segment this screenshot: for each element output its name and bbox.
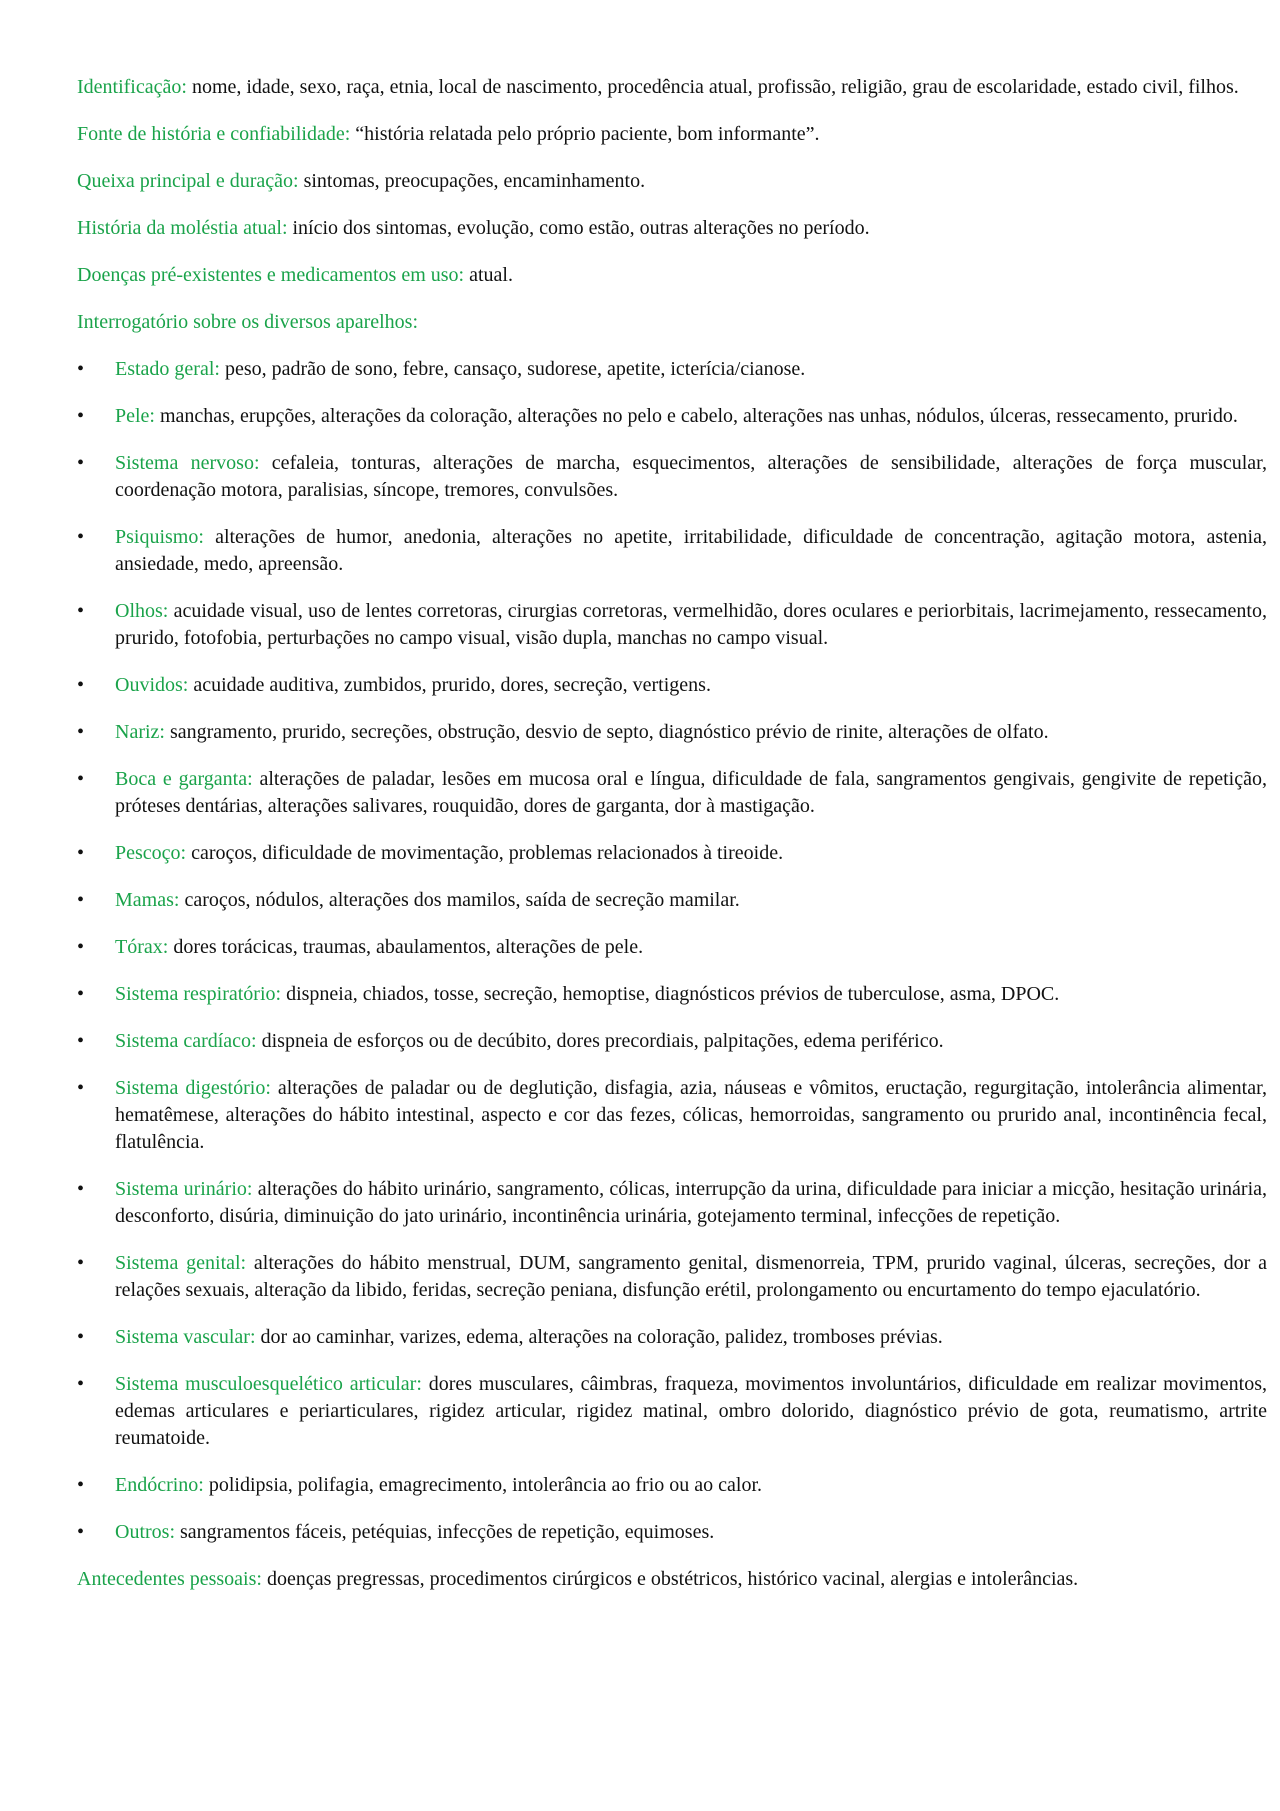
- bullet-icon: •: [77, 842, 85, 864]
- bullet-icon: •: [77, 674, 85, 696]
- paragraph-text: início dos sintomas, evolução, como estão, outras alterações no período.: [287, 217, 870, 239]
- item-label: Sistema respiratório:: [115, 983, 282, 1005]
- paragraph-label: Doenças pré-existentes e medicamentos em uso:: [77, 264, 465, 286]
- paragraph-queixa-principal-e-duracao: [77, 168, 1267, 195]
- intro-section: [77, 74, 1267, 336]
- list-item-sistema-respiratorio: [77, 981, 1267, 1008]
- bullet-icon: •: [77, 1326, 85, 1348]
- list-item-sistema-musculoesqueletico-articular: [77, 1371, 1267, 1452]
- item-label: Tórax:: [115, 936, 169, 958]
- list-item-mamas: [77, 887, 1267, 914]
- bullet-icon: •: [77, 721, 85, 743]
- paragraph-text: nome, idade, sexo, raça, etnia, local de nascimento, procedência atual, profissão, religião, grau de escolaridade, estado civil, filhos.: [186, 76, 1239, 98]
- paragraph-identificacao: [77, 74, 1267, 101]
- item-label: Outros:: [115, 1521, 175, 1543]
- paragraph-historia-da-molestia-atual: [77, 215, 1267, 242]
- bullet-icon: •: [77, 983, 85, 1005]
- list-item-sistema-vascular: [77, 1324, 1267, 1351]
- paragraph-text: sintomas, preocupações, encaminhamento.: [298, 170, 646, 192]
- paragraph-text: doenças pregressas, procedimentos cirúrgicos e obstétricos, histórico vacinal, alergias e intolerâncias.: [261, 1568, 1079, 1590]
- bullet-icon: •: [77, 1373, 85, 1395]
- item-text: dispneia de esforços ou de decúbito, dores precordiais, palpitações, edema periférico.: [256, 1030, 944, 1052]
- paragraph-doencas-pre-existentes-e-medicamentos-em-uso: [77, 262, 1267, 289]
- item-text: alterações do hábito urinário, sangramento, cólicas, interrupção da urina, dificuldade para iniciar a micção, hesitação urinária, desconforto, disúria, diminuição do jato urinário, incontinência urinária, gotejamento terminal, infecções de repetição.: [115, 1178, 1267, 1227]
- item-text: alterações de paladar, lesões em mucosa oral e língua, dificuldade de fala, sangramentos gengivais, gengivite de repetição, próteses dentárias, alterações salivares, rouquidão, dores de garganta, dor à mastigação.: [115, 768, 1267, 817]
- item-label: Pescoço:: [115, 842, 187, 864]
- paragraph-label: Queixa principal e duração:: [77, 170, 299, 192]
- item-text: dor ao caminhar, varizes, edema, alterações na coloração, palidez, tromboses prévias.: [255, 1326, 943, 1348]
- item-text: sangramento, prurido, secreções, obstrução, desvio de septo, diagnóstico prévio de rinite, alterações de olfato.: [164, 721, 1049, 743]
- paragraph-antecedentes-pessoais: [77, 1566, 1267, 1593]
- list-item-sistema-nervoso: [77, 450, 1267, 504]
- item-label: Boca e garganta:: [115, 768, 253, 790]
- item-label: Sistema nervoso:: [115, 452, 260, 474]
- item-text: dispneia, chiados, tosse, secreção, hemoptise, diagnósticos prévios de tuberculose, asma, DPOC.: [281, 983, 1060, 1005]
- list-item-olhos: [77, 598, 1267, 652]
- paragraph-label: Antecedentes pessoais:: [77, 1568, 262, 1590]
- bullet-icon: •: [77, 1030, 85, 1052]
- item-text: acuidade visual, uso de lentes corretoras, cirurgias corretoras, vermelhidão, dores oculares e periorbitais, lacrimejamento, ressecamento, prurido, fotofobia, perturbações no campo visual, visão dupla, manchas no campo visual.: [115, 600, 1267, 649]
- item-text: alterações de paladar ou de deglutição, disfagia, azia, náuseas e vômitos, eructação, regurgitação, intolerância alimentar, hematêmese, alterações do hábito intestinal, aspecto e cor das fezes, cólicas, hemorroidas, sangramento ou prurido anal, incontinência fecal, flatulência.: [115, 1077, 1267, 1153]
- list-item-torax: [77, 934, 1267, 961]
- list-item-pele: [77, 403, 1267, 430]
- list-item-psiquismo: [77, 524, 1267, 578]
- bullet-icon: •: [77, 768, 85, 790]
- item-label: Estado geral:: [115, 358, 220, 380]
- item-label: Sistema vascular:: [115, 1326, 256, 1348]
- item-label: Sistema urinário:: [115, 1178, 253, 1200]
- item-label: Sistema musculoesquelético articular:: [115, 1373, 422, 1395]
- item-text: cefaleia, tonturas, alterações de marcha, esquecimentos, alterações de sensibilidade, alterações de força muscular, coordenação motora, paralisias, síncope, tremores, convulsões.: [115, 452, 1267, 501]
- bullet-icon: •: [77, 1077, 85, 1099]
- item-text: polidipsia, polifagia, emagrecimento, intolerância ao frio ou ao calor.: [203, 1474, 763, 1496]
- bullet-icon: •: [77, 1474, 85, 1496]
- list-item-boca-e-garganta: [77, 766, 1267, 820]
- item-text: alterações do hábito menstrual, DUM, sangramento genital, dismenorreia, TPM, prurido vaginal, úlceras, secreções, dor a relações sexuais, alteração da libido, feridas, secreção peniana, disfunção erétil, prolongamento ou encurtamento do tempo ejaculatório.: [115, 1252, 1267, 1301]
- list-item-ouvidos: [77, 672, 1267, 699]
- paragraph-label: Interrogatório sobre os diversos aparelhos:: [77, 311, 419, 333]
- bullet-icon: •: [77, 526, 85, 548]
- list-item-estado-geral: [77, 356, 1267, 383]
- systems-bullet-list: [77, 356, 1267, 1546]
- item-text: dores torácicas, traumas, abaulamentos, alterações de pele.: [168, 936, 644, 958]
- item-text: peso, padrão de sono, febre, cansaço, sudorese, apetite, icterícia/cianose.: [219, 358, 806, 380]
- bullet-icon: •: [77, 452, 85, 474]
- list-item-outros: [77, 1519, 1267, 1546]
- item-label: Ouvidos:: [115, 674, 189, 696]
- bullet-icon: •: [77, 936, 85, 958]
- bullet-icon: •: [77, 600, 85, 622]
- paragraph-text: “história relatada pelo próprio paciente, bom informante”.: [350, 123, 820, 145]
- list-item-sistema-cardiaco: [77, 1028, 1267, 1055]
- item-text: caroços, nódulos, alterações dos mamilos, saída de secreção mamilar.: [179, 889, 740, 911]
- closing-section: [77, 1566, 1267, 1593]
- list-item-endocrino: [77, 1472, 1267, 1499]
- paragraph-fonte-de-historia-e-confiabilidade: [77, 121, 1267, 148]
- list-item-sistema-urinario: [77, 1176, 1267, 1230]
- item-label: Mamas:: [115, 889, 180, 911]
- item-text: sangramentos fáceis, petéquias, infecções de repetição, equimoses.: [175, 1521, 715, 1543]
- item-text: manchas, erupções, alterações da coloração, alterações no pelo e cabelo, alterações nas unhas, nódulos, úlceras, ressecamento, prurido.: [155, 405, 1238, 427]
- item-label: Olhos:: [115, 600, 169, 622]
- item-label: Endócrino:: [115, 1474, 204, 1496]
- item-label: Sistema digestório:: [115, 1077, 271, 1099]
- bullet-icon: •: [77, 1178, 85, 1200]
- bullet-icon: •: [77, 889, 85, 911]
- paragraph-label: História da moléstia atual:: [77, 217, 288, 239]
- list-item-pescoco: [77, 840, 1267, 867]
- paragraph-label: Fonte de história e confiabilidade:: [77, 123, 351, 145]
- bullet-icon: •: [77, 1252, 85, 1274]
- paragraph-text: atual.: [464, 264, 513, 286]
- list-item-sistema-genital: [77, 1250, 1267, 1304]
- list-item-sistema-digestorio: [77, 1075, 1267, 1156]
- item-text: acuidade auditiva, zumbidos, prurido, dores, secreção, vertigens.: [188, 674, 711, 696]
- bullet-icon: •: [77, 1521, 85, 1543]
- item-text: alterações de humor, anedonia, alterações no apetite, irritabilidade, dificuldade de concentração, agitação motora, astenia, ansiedade, medo, apreensão.: [115, 526, 1267, 575]
- item-label: Nariz:: [115, 721, 165, 743]
- paragraph-interrogatorio-sobre-os-diversos-aparelhos: [77, 309, 1267, 336]
- item-text: caroços, dificuldade de movimentação, problemas relacionados à tireoide.: [186, 842, 784, 864]
- item-label: Sistema genital:: [115, 1252, 247, 1274]
- item-label: Pele:: [115, 405, 155, 427]
- paragraph-label: Identificação:: [77, 76, 187, 98]
- item-label: Sistema cardíaco:: [115, 1030, 257, 1052]
- item-label: Psiquismo:: [115, 526, 204, 548]
- list-item-nariz: [77, 719, 1267, 746]
- bullet-icon: •: [77, 405, 85, 427]
- bullet-icon: •: [77, 358, 85, 380]
- item-text: dores musculares, câimbras, fraqueza, movimentos involuntários, dificuldade em realizar movimentos, edemas articulares e periarticulares, rigidez articular, rigidez matinal, ombro dolorido, diagnóstico prévio de gota, reumatismo, artrite reumatoide.: [115, 1373, 1267, 1449]
- document-page: [77, 74, 1267, 1613]
